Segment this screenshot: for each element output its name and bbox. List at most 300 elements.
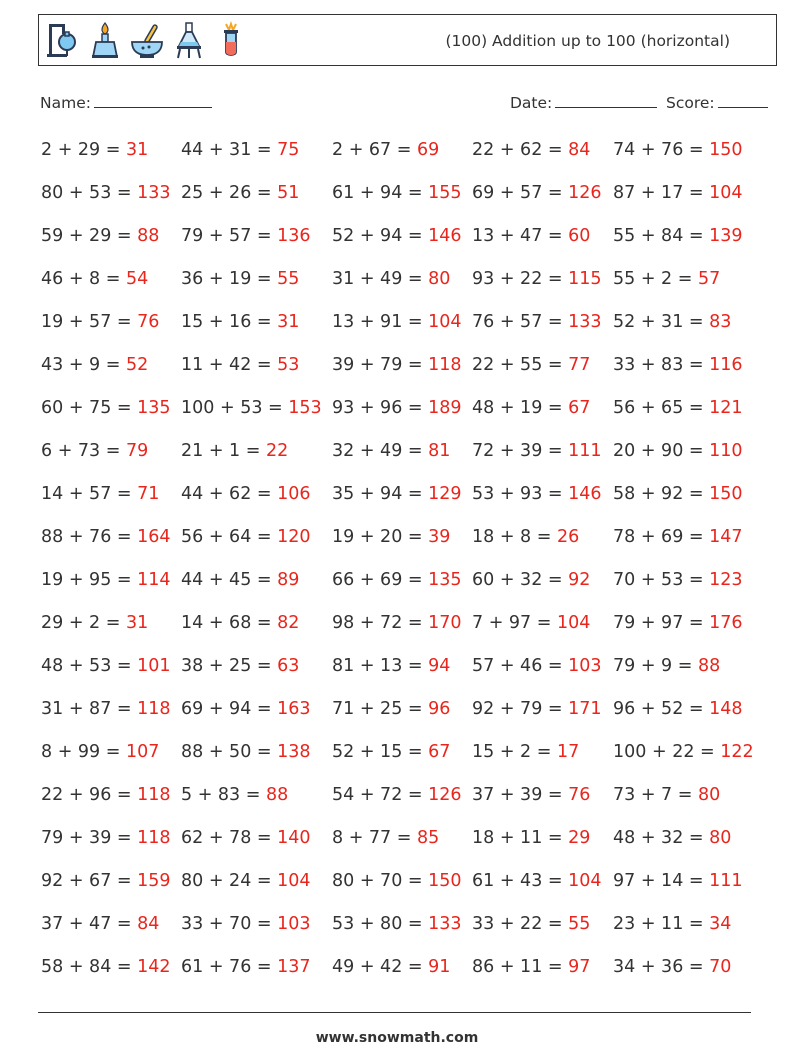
problem-question: 76 + 57 = bbox=[472, 312, 563, 332]
problem-item bbox=[332, 183, 462, 203]
problem-question: 18 + 11 = bbox=[472, 828, 563, 848]
problem-answer: 111 bbox=[568, 441, 602, 461]
problem-question: 86 + 11 = bbox=[472, 957, 563, 977]
name-label: Name: bbox=[40, 94, 91, 112]
problem-question: 92 + 79 = bbox=[472, 699, 563, 719]
problem-item bbox=[472, 957, 590, 977]
problem-question: 22 + 96 = bbox=[41, 785, 132, 805]
problem-question: 88 + 50 = bbox=[181, 742, 272, 762]
problem-item bbox=[332, 656, 450, 676]
problem-question: 44 + 45 = bbox=[181, 570, 272, 590]
problem-answer: 142 bbox=[137, 957, 171, 977]
problem-answer: 150 bbox=[428, 871, 462, 891]
problem-question: 73 + 7 = bbox=[613, 785, 693, 805]
problem-answer: 135 bbox=[428, 570, 462, 590]
problem-answer: 101 bbox=[137, 656, 171, 676]
problem-item bbox=[332, 398, 462, 418]
problem-item bbox=[613, 613, 743, 633]
problem-question: 37 + 39 = bbox=[472, 785, 563, 805]
problem-question: 5 + 83 = bbox=[181, 785, 261, 805]
problem-question: 69 + 94 = bbox=[181, 699, 272, 719]
problem-question: 52 + 94 = bbox=[332, 226, 423, 246]
problem-question: 6 + 73 = bbox=[41, 441, 121, 461]
mortar-pestle-icon bbox=[129, 20, 165, 60]
problem-answer: 138 bbox=[277, 742, 311, 762]
problem-item bbox=[613, 312, 731, 332]
problem-answer: 83 bbox=[709, 312, 732, 332]
problem-item bbox=[332, 441, 450, 461]
problem-answer: 84 bbox=[137, 914, 160, 934]
problem-question: 46 + 8 = bbox=[41, 269, 121, 289]
problem-answer: 110 bbox=[709, 441, 743, 461]
problem-answer: 118 bbox=[428, 355, 462, 375]
problem-answer: 121 bbox=[709, 398, 743, 418]
problem-item bbox=[41, 570, 171, 590]
problem-item bbox=[613, 656, 720, 676]
problem-question: 49 + 42 = bbox=[332, 957, 423, 977]
problem-question: 61 + 76 = bbox=[181, 957, 272, 977]
problem-item bbox=[181, 656, 299, 676]
problem-item bbox=[41, 226, 159, 246]
problem-answer: 133 bbox=[137, 183, 171, 203]
problem-question: 93 + 96 = bbox=[332, 398, 423, 418]
problem-item bbox=[332, 914, 462, 934]
problem-item bbox=[332, 226, 462, 246]
problem-answer: 51 bbox=[277, 183, 300, 203]
problem-answer: 159 bbox=[137, 871, 171, 891]
problem-answer: 31 bbox=[126, 613, 149, 633]
problem-item bbox=[472, 441, 602, 461]
problem-answer: 164 bbox=[137, 527, 171, 547]
problem-item bbox=[181, 183, 299, 203]
problem-answer: 88 bbox=[266, 785, 289, 805]
problem-question: 70 + 53 = bbox=[613, 570, 704, 590]
problem-item bbox=[41, 355, 148, 375]
problem-question: 15 + 16 = bbox=[181, 312, 272, 332]
problem-question: 33 + 83 = bbox=[613, 355, 704, 375]
problem-item bbox=[332, 269, 450, 289]
problem-answer: 133 bbox=[428, 914, 462, 934]
problem-question: 52 + 15 = bbox=[332, 742, 423, 762]
header-box bbox=[38, 14, 777, 66]
problem-item bbox=[613, 183, 743, 203]
problem-item bbox=[613, 140, 743, 160]
problem-answer: 79 bbox=[126, 441, 149, 461]
problem-answer: 70 bbox=[709, 957, 732, 977]
problem-answer: 137 bbox=[277, 957, 311, 977]
problem-question: 48 + 19 = bbox=[472, 398, 563, 418]
problem-answer: 170 bbox=[428, 613, 462, 633]
problem-question: 7 + 97 = bbox=[472, 613, 552, 633]
problem-question: 56 + 65 = bbox=[613, 398, 704, 418]
problem-item bbox=[181, 527, 311, 547]
problem-question: 80 + 70 = bbox=[332, 871, 423, 891]
problem-item bbox=[41, 312, 159, 332]
problem-question: 92 + 67 = bbox=[41, 871, 132, 891]
problem-item bbox=[181, 226, 311, 246]
problem-question: 53 + 93 = bbox=[472, 484, 563, 504]
problem-question: 13 + 91 = bbox=[332, 312, 423, 332]
problem-item bbox=[472, 871, 602, 891]
problem-item bbox=[41, 527, 171, 547]
problem-question: 74 + 76 = bbox=[613, 140, 704, 160]
problem-question: 97 + 14 = bbox=[613, 871, 704, 891]
problem-item bbox=[472, 656, 602, 676]
problem-item bbox=[472, 828, 590, 848]
problem-answer: 81 bbox=[428, 441, 451, 461]
problem-question: 58 + 84 = bbox=[41, 957, 132, 977]
problem-answer: 67 bbox=[568, 398, 591, 418]
problem-answer: 91 bbox=[428, 957, 451, 977]
problem-item bbox=[472, 914, 590, 934]
problem-item bbox=[613, 269, 720, 289]
problem-question: 61 + 43 = bbox=[472, 871, 563, 891]
problem-question: 87 + 17 = bbox=[613, 183, 704, 203]
problem-item bbox=[613, 355, 743, 375]
problem-item bbox=[613, 484, 743, 504]
problem-item bbox=[472, 699, 602, 719]
problem-answer: 140 bbox=[277, 828, 311, 848]
problem-answer: 71 bbox=[137, 484, 160, 504]
problem-item bbox=[472, 785, 590, 805]
problem-answer: 34 bbox=[709, 914, 732, 934]
problem-question: 44 + 62 = bbox=[181, 484, 272, 504]
problem-answer: 136 bbox=[277, 226, 311, 246]
problem-question: 31 + 49 = bbox=[332, 269, 423, 289]
problem-question: 98 + 72 = bbox=[332, 613, 423, 633]
problem-answer: 69 bbox=[417, 140, 440, 160]
problem-question: 56 + 64 = bbox=[181, 527, 272, 547]
problem-answer: 135 bbox=[137, 398, 171, 418]
problem-answer: 85 bbox=[417, 828, 440, 848]
problem-item bbox=[472, 226, 590, 246]
problem-item bbox=[472, 484, 602, 504]
problem-answer: 80 bbox=[698, 785, 721, 805]
worksheet-title: (100) Addition up to 100 (horizontal) bbox=[445, 32, 730, 50]
problem-answer: 111 bbox=[709, 871, 743, 891]
problem-item bbox=[41, 785, 171, 805]
date-blank[interactable] bbox=[555, 93, 657, 108]
problem-item bbox=[613, 914, 731, 934]
problem-question: 29 + 2 = bbox=[41, 613, 121, 633]
problem-item bbox=[472, 269, 602, 289]
problem-item bbox=[41, 484, 159, 504]
problem-question: 14 + 57 = bbox=[41, 484, 132, 504]
problem-item bbox=[41, 613, 148, 633]
problem-answer: 129 bbox=[428, 484, 462, 504]
name-blank[interactable] bbox=[94, 93, 212, 108]
problem-answer: 163 bbox=[277, 699, 311, 719]
problem-question: 37 + 47 = bbox=[41, 914, 132, 934]
problem-item bbox=[332, 785, 462, 805]
problem-question: 31 + 87 = bbox=[41, 699, 132, 719]
problem-answer: 147 bbox=[709, 527, 743, 547]
ring-stand-flask-icon bbox=[45, 20, 81, 60]
problem-item bbox=[181, 398, 322, 418]
problem-item bbox=[613, 699, 743, 719]
problem-item bbox=[41, 441, 148, 461]
problem-question: 25 + 26 = bbox=[181, 183, 272, 203]
problem-answer: 116 bbox=[709, 355, 743, 375]
problem-question: 48 + 53 = bbox=[41, 656, 132, 676]
problem-question: 34 + 36 = bbox=[613, 957, 704, 977]
problem-item bbox=[332, 570, 462, 590]
problem-item bbox=[472, 140, 590, 160]
problem-question: 80 + 53 = bbox=[41, 183, 132, 203]
problem-item bbox=[181, 871, 311, 891]
problem-answer: 80 bbox=[428, 269, 451, 289]
problem-answer: 150 bbox=[709, 484, 743, 504]
problem-question: 8 + 77 = bbox=[332, 828, 412, 848]
problem-answer: 139 bbox=[709, 226, 743, 246]
problem-question: 33 + 22 = bbox=[472, 914, 563, 934]
problem-item bbox=[332, 871, 462, 891]
problem-answer: 103 bbox=[277, 914, 311, 934]
problem-answer: 146 bbox=[568, 484, 602, 504]
problem-item bbox=[472, 527, 579, 547]
problem-answer: 88 bbox=[137, 226, 160, 246]
icon-strip bbox=[45, 20, 249, 60]
problem-question: 100 + 22 = bbox=[613, 742, 715, 762]
problem-item bbox=[181, 699, 311, 719]
problem-item bbox=[472, 312, 602, 332]
problem-item bbox=[613, 828, 731, 848]
problem-item bbox=[613, 570, 743, 590]
problem-question: 81 + 13 = bbox=[332, 656, 423, 676]
problem-answer: 17 bbox=[557, 742, 580, 762]
problem-answer: 120 bbox=[277, 527, 311, 547]
problem-answer: 153 bbox=[288, 398, 322, 418]
problem-item bbox=[613, 957, 731, 977]
problem-answer: 148 bbox=[709, 699, 743, 719]
problem-question: 15 + 2 = bbox=[472, 742, 552, 762]
problem-item bbox=[332, 355, 462, 375]
problem-question: 22 + 55 = bbox=[472, 355, 563, 375]
problem-question: 8 + 99 = bbox=[41, 742, 121, 762]
problem-item bbox=[613, 527, 743, 547]
problem-answer: 31 bbox=[126, 140, 149, 160]
problem-question: 80 + 24 = bbox=[181, 871, 272, 891]
problem-question: 62 + 78 = bbox=[181, 828, 272, 848]
problem-answer: 94 bbox=[428, 656, 451, 676]
footer-url: www.snowmath.com bbox=[315, 1030, 479, 1046]
problem-question: 48 + 32 = bbox=[613, 828, 704, 848]
problem-item bbox=[181, 269, 299, 289]
problem-item bbox=[41, 871, 171, 891]
problem-answer: 80 bbox=[709, 828, 732, 848]
problem-item bbox=[332, 957, 450, 977]
problem-question: 79 + 9 = bbox=[613, 656, 693, 676]
problem-item bbox=[332, 828, 439, 848]
problem-answer: 133 bbox=[568, 312, 602, 332]
problem-answer: 22 bbox=[266, 441, 289, 461]
problem-question: 33 + 70 = bbox=[181, 914, 272, 934]
problem-item bbox=[332, 742, 450, 762]
date-field bbox=[510, 93, 657, 112]
problem-question: 54 + 72 = bbox=[332, 785, 423, 805]
problem-question: 79 + 57 = bbox=[181, 226, 272, 246]
bunsen-burner-icon bbox=[87, 20, 123, 60]
problem-answer: 189 bbox=[428, 398, 462, 418]
problem-item bbox=[41, 656, 171, 676]
problem-question: 2 + 29 = bbox=[41, 140, 121, 160]
score-field bbox=[666, 93, 768, 112]
problem-item bbox=[613, 785, 720, 805]
problem-question: 19 + 57 = bbox=[41, 312, 132, 332]
problem-question: 35 + 94 = bbox=[332, 484, 423, 504]
problem-question: 36 + 19 = bbox=[181, 269, 272, 289]
problem-question: 21 + 1 = bbox=[181, 441, 261, 461]
problem-answer: 76 bbox=[568, 785, 591, 805]
problem-answer: 150 bbox=[709, 140, 743, 160]
problem-question: 57 + 46 = bbox=[472, 656, 563, 676]
problem-question: 61 + 94 = bbox=[332, 183, 423, 203]
problem-item bbox=[41, 742, 159, 762]
problem-question: 38 + 25 = bbox=[181, 656, 272, 676]
problem-answer: 84 bbox=[568, 140, 591, 160]
problem-question: 55 + 84 = bbox=[613, 226, 704, 246]
problem-answer: 75 bbox=[277, 140, 300, 160]
problem-question: 32 + 49 = bbox=[332, 441, 423, 461]
date-label: Date: bbox=[510, 94, 553, 112]
name-field bbox=[40, 93, 212, 112]
problem-item bbox=[181, 828, 311, 848]
problem-answer: 96 bbox=[428, 699, 451, 719]
problem-answer: 123 bbox=[709, 570, 743, 590]
problem-answer: 106 bbox=[277, 484, 311, 504]
problem-question: 52 + 31 = bbox=[613, 312, 704, 332]
problem-item bbox=[181, 140, 299, 160]
problem-question: 60 + 32 = bbox=[472, 570, 563, 590]
problem-item bbox=[181, 914, 311, 934]
problem-answer: 126 bbox=[568, 183, 602, 203]
problem-item bbox=[181, 441, 288, 461]
problem-item bbox=[181, 484, 311, 504]
problem-question: 14 + 68 = bbox=[181, 613, 272, 633]
problem-item bbox=[472, 570, 590, 590]
problem-question: 22 + 62 = bbox=[472, 140, 563, 160]
problem-answer: 118 bbox=[137, 785, 171, 805]
problem-answer: 29 bbox=[568, 828, 591, 848]
problem-item bbox=[41, 140, 148, 160]
problem-answer: 104 bbox=[709, 183, 743, 203]
problem-question: 18 + 8 = bbox=[472, 527, 552, 547]
problem-item bbox=[41, 183, 171, 203]
score-blank[interactable] bbox=[718, 93, 768, 108]
problem-answer: 55 bbox=[568, 914, 591, 934]
problem-item bbox=[41, 398, 171, 418]
problem-answer: 63 bbox=[277, 656, 300, 676]
problem-answer: 118 bbox=[137, 699, 171, 719]
problem-answer: 126 bbox=[428, 785, 462, 805]
problem-answer: 39 bbox=[428, 527, 451, 547]
problem-answer: 176 bbox=[709, 613, 743, 633]
problem-answer: 104 bbox=[557, 613, 591, 633]
problem-item bbox=[613, 742, 754, 762]
problem-answer: 53 bbox=[277, 355, 300, 375]
problem-question: 13 + 47 = bbox=[472, 226, 563, 246]
problem-answer: 31 bbox=[277, 312, 300, 332]
problem-question: 58 + 92 = bbox=[613, 484, 704, 504]
problem-item bbox=[332, 140, 439, 160]
problem-answer: 107 bbox=[126, 742, 160, 762]
problem-answer: 104 bbox=[568, 871, 602, 891]
problem-question: 19 + 95 = bbox=[41, 570, 132, 590]
problem-question: 11 + 42 = bbox=[181, 355, 272, 375]
problem-question: 79 + 97 = bbox=[613, 613, 704, 633]
problem-question: 96 + 52 = bbox=[613, 699, 704, 719]
problem-item bbox=[332, 527, 450, 547]
problem-question: 39 + 79 = bbox=[332, 355, 423, 375]
problem-answer: 52 bbox=[126, 355, 149, 375]
problem-question: 43 + 9 = bbox=[41, 355, 121, 375]
problem-item bbox=[613, 441, 743, 461]
problem-item bbox=[181, 613, 299, 633]
problem-item bbox=[41, 269, 148, 289]
problem-item bbox=[181, 742, 311, 762]
problem-question: 78 + 69 = bbox=[613, 527, 704, 547]
score-label: Score: bbox=[666, 94, 715, 112]
problem-answer: 77 bbox=[568, 355, 591, 375]
problem-question: 23 + 11 = bbox=[613, 914, 704, 934]
problem-question: 72 + 39 = bbox=[472, 441, 563, 461]
footer-divider bbox=[38, 1012, 751, 1013]
problem-question: 53 + 80 = bbox=[332, 914, 423, 934]
problem-question: 2 + 67 = bbox=[332, 140, 412, 160]
problem-item bbox=[41, 699, 171, 719]
problem-item bbox=[332, 613, 462, 633]
problem-item bbox=[613, 871, 743, 891]
problem-question: 88 + 76 = bbox=[41, 527, 132, 547]
problem-answer: 103 bbox=[568, 656, 602, 676]
problem-item bbox=[332, 699, 450, 719]
problem-answer: 114 bbox=[137, 570, 171, 590]
problem-answer: 67 bbox=[428, 742, 451, 762]
problem-question: 44 + 31 = bbox=[181, 140, 272, 160]
problem-item bbox=[181, 570, 299, 590]
problem-answer: 60 bbox=[568, 226, 591, 246]
problem-answer: 76 bbox=[137, 312, 160, 332]
problem-item bbox=[613, 398, 743, 418]
problem-item bbox=[181, 312, 299, 332]
test-tube-icon bbox=[213, 20, 249, 60]
problem-question: 55 + 2 = bbox=[613, 269, 693, 289]
problem-item bbox=[332, 484, 462, 504]
problem-answer: 104 bbox=[277, 871, 311, 891]
problem-answer: 55 bbox=[277, 269, 300, 289]
problem-answer: 118 bbox=[137, 828, 171, 848]
problem-item bbox=[332, 312, 462, 332]
problem-item bbox=[613, 226, 743, 246]
problem-item bbox=[181, 355, 299, 375]
problem-item bbox=[472, 742, 579, 762]
problem-answer: 88 bbox=[698, 656, 721, 676]
problem-item bbox=[181, 957, 311, 977]
problem-item bbox=[472, 613, 590, 633]
problem-question: 20 + 90 = bbox=[613, 441, 704, 461]
problem-question: 60 + 75 = bbox=[41, 398, 132, 418]
problem-item bbox=[472, 355, 590, 375]
problem-answer: 89 bbox=[277, 570, 300, 590]
problem-question: 93 + 22 = bbox=[472, 269, 563, 289]
problem-answer: 171 bbox=[568, 699, 602, 719]
problem-answer: 146 bbox=[428, 226, 462, 246]
flask-on-tripod-icon bbox=[171, 20, 207, 60]
problem-answer: 92 bbox=[568, 570, 591, 590]
problem-answer: 26 bbox=[557, 527, 580, 547]
problem-question: 19 + 20 = bbox=[332, 527, 423, 547]
problem-item bbox=[181, 785, 288, 805]
